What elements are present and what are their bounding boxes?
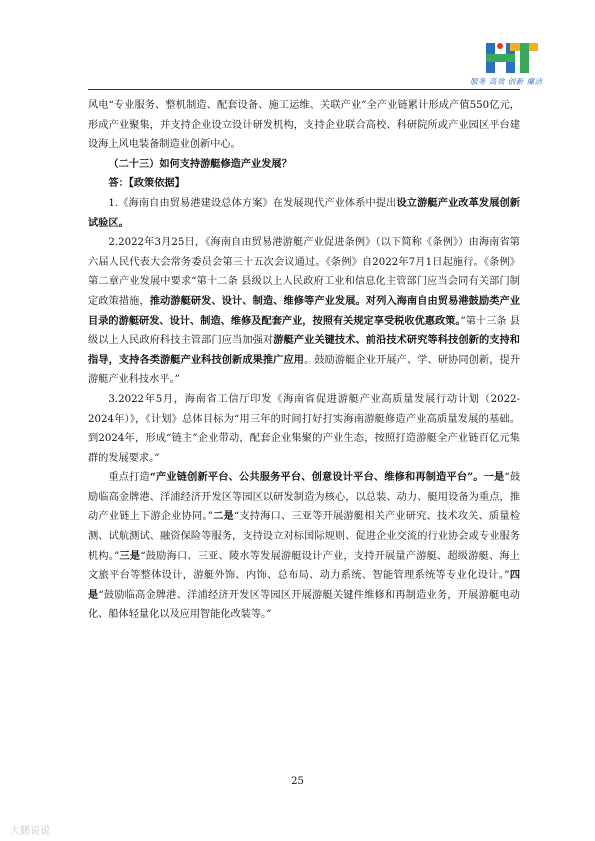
question-heading: （二十三）如何支持游艇修造产业发展？ xyxy=(108,157,292,170)
logo-slogan: 服务 高效 创新 廉洁 xyxy=(470,77,543,86)
policy-item-3: 3.2022年5月，海南省工信厅印发《海南省促进游艇产业高质量发展行动计划（2022-2024年）》，《计划》总体目标为“用三年的时间打好打实海南游艇修造产业高质量发展的基础。到2024年，形成“链主”企业带动，配套企业集聚的产业生态，按照打造游艇全产业链百亿元集群的发展要求。” xyxy=(88,393,520,464)
focus-point-4: “鼓励临高金牌港、洋浦经济开发区等园区开展游艇关键件维修和再制造业务，开展游艇电动化、船体轻量化以及应用智能化改装等。” xyxy=(88,589,520,621)
HT-logo-icon xyxy=(480,40,540,74)
focus-paragraph xyxy=(88,468,520,625)
focus-label-2: 二是 xyxy=(212,510,234,523)
document-body xyxy=(88,96,520,625)
focus-point-2: “支持海口、三亚等开展游艇相关产业研究、技术攻关、质量检测、试航测试、融资保险等服务，支持设立对标国际规则、促进企业交流的行业协会或专业服务机构。” xyxy=(88,511,521,562)
policy-item-2-text-2: ”第十三条 县级以上人民政府科技主管部门应当加强对 xyxy=(88,315,520,347)
paragraph-wind-power: 风电“专业服务、整机制造、配套设备、施工运维、关联产业”全产业链累计形成产值550亿元，形成产业聚集，并支持企业设立设计研发机构，支持企业联合高校、科研院所或产业园区平台建设海上风电装备制造业创新中心。 xyxy=(88,100,520,151)
focus-label-4: 四是 xyxy=(88,569,521,601)
focus-intro: 重点打造 xyxy=(108,472,150,484)
header-logo xyxy=(470,40,565,90)
policy-item-2 xyxy=(88,233,520,390)
policy-item-2-emphasis-2: 游艇产业关键技术、前沿技术研究等科技创新的支持和指导，支持各类游艇产业科技创新成果推广应用 xyxy=(88,334,520,366)
policy-item-1-text: 1.《海南自由贸易港建设总体方案》在发展现代产业体系中提出 xyxy=(108,197,397,209)
watermark: 大鹏说说 xyxy=(10,826,50,837)
policy-item-1 xyxy=(88,194,520,233)
policy-item-2-text: 2.2022年3月25日，《海南自由贸易港游艇产业促进条例》（以下简称《条例》）由海南省第六届人民代表大会常务委员会第三十五次会议通过。《条例》自2022年7月1日起施行。《条例》第二章产业发展中要求“第十二条 县级以上人民政府工业和信息化主管部门应当会同有关部门制定政策措施， xyxy=(88,237,520,307)
focus-point-1: “鼓励临高金牌港、洋浦经济开发区等园区以研发制造为核心，以总装、动力、艇用设备为重点，推动产业链上下游企业协同。” xyxy=(88,472,521,523)
policy-item-2-emphasis: 推动游艇研发、设计、制造、维修等产业发展。对列入海南自由贸易港鼓励类产业目录的游艇研发、设计、制造、维修及配套产业，按照有关规定享受税收优惠政策。 xyxy=(88,294,521,327)
page-number: 25 xyxy=(291,776,304,787)
focus-point-3: “鼓励海口、三亚、陵水等发展游艇设计产业，支持开展量产游艇、超级游艇、海上文旅平台等整体设计，游艇外饰、内饰、总布局、动力系统、智能管理系统等专业化设计。” xyxy=(88,550,520,582)
policy-item-1-emphasis: 设立游艇产业改革发展创新试验区。 xyxy=(88,196,521,229)
header-divider xyxy=(88,89,520,90)
answer-label: 答：【政策依据】 xyxy=(108,177,185,190)
focus-platforms: “产业链创新平台、公共服务平台、创意设计平台、维修和再制造平台”。一是 xyxy=(149,471,505,484)
focus-label-3: 三是 xyxy=(119,549,141,562)
policy-item-2-text-3: 。鼓励游艇企业开展产、学、研协同创新，提升游艇产业科技水平。” xyxy=(88,354,521,386)
